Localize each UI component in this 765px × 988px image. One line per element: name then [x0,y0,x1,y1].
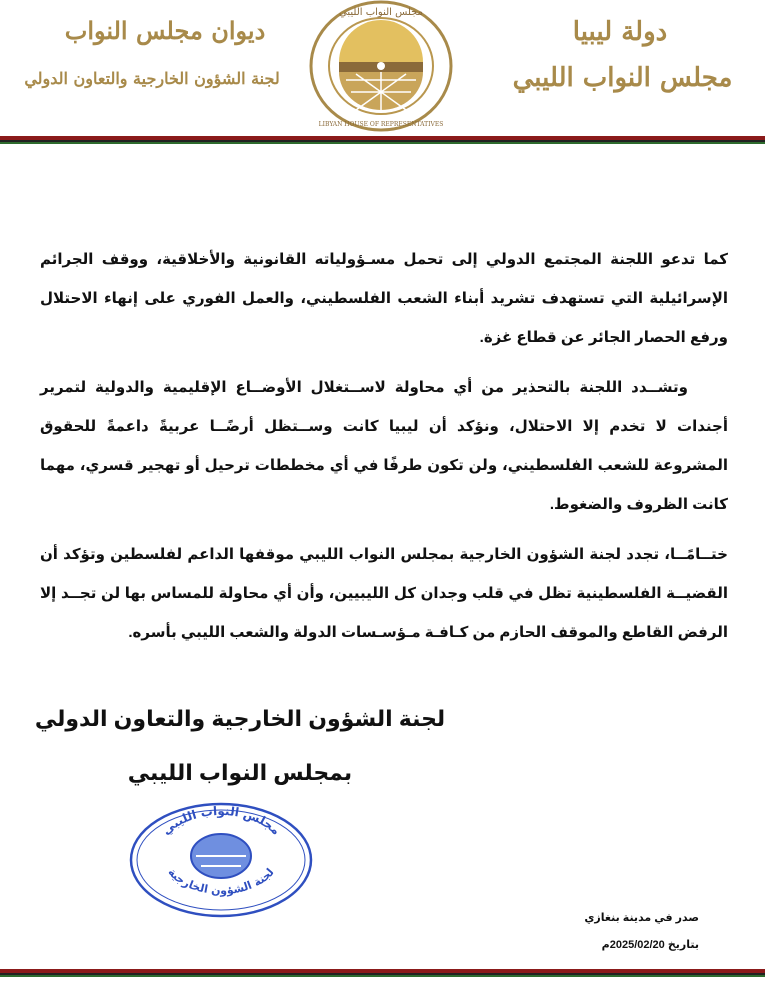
letter-body [40,240,728,663]
paragraph-3-line: ختــامًــا، تجدد لجنة الشؤون الخارجية بمجلس النواب الليبي موقفها الداعم لفلسطين وتؤكد أن [40,546,728,563]
letterhead-left-line2: لجنة الشؤون الخارجية والتعاون الدولي [24,69,280,88]
parliament-emblem-logo [306,0,456,132]
emblem-english-text: LIBYAN HOUSE OF REPRESENTATIVES [318,121,444,128]
paragraph-2-line: كانت الظروف والضغوط. [549,496,728,513]
paragraph-1-line: كما تدعو اللجنة المجتمع الدولي إلى تحمل مسـؤولياته القانونية والأخلاقية، ووقف الجرائم [40,251,728,268]
paragraph-2-line: وتشــدد اللجنة بالتحذير من أي محاولة لاســتغلال الأوضــاع الإقليمية والدولية لتمرير [40,379,688,396]
issued-date: بتاريخ 2025/02/20م [601,939,699,951]
paragraph-1 [40,240,728,357]
paragraph-2-line: أجندات لا تخدم إلا الاحتلال، ونؤكد أن ليبيا كانت وســتظل أرضًــا عربيةً داعمةً للحقوق [40,418,728,435]
stamp-top-text: مجلس النواب الليبي [159,803,283,838]
svg-text:مجلس النواب الليبي [159,804,283,838]
letterhead-right-line1: دولة ليبيا [572,17,668,47]
letterhead-left-line1: ديوان مجلس النواب [64,16,266,45]
paragraph-3-line: القضيــة الفلسطينية تظل في قلب وجدان كل الليبيين، وأن أي محاولة للمساس بها لن تجــد إلا [40,585,728,602]
letterhead-right-line2: مجلس النواب الليبي [512,63,733,93]
signature-line2: بمجلس النواب الليبي [127,760,353,785]
issued-place: صدر في مدينة بنغازي [584,912,699,924]
paragraph-2 [40,368,728,524]
paragraph-3 [40,535,728,652]
emblem-arabic-text: مجلس النواب الليبي [339,7,423,18]
paragraph-3-line: الرفض القاطع والموقف الحازم من كـافـة مـؤسـسات الدولة والشعب الليبي بأسره. [128,624,728,641]
paragraph-1-line: الإسرائيلية التي تستهدف تشريد أبناء الشعب الفلسطيني، والعمل الفوري على إنهاء الاحتلال [40,290,728,307]
paragraph-2-line: المشروعة للشعب الفلسطيني، ولن تكون طرفًا في أي مخططات ترحيل أو تهجير قسري، مهما [40,457,728,474]
committee-stamp [126,800,316,920]
header-rule-green [0,142,765,144]
paragraph-1-line: ورفع الحصار الجائر عن قطاع غزة. [479,329,728,346]
footer-rule-green [0,975,765,977]
signature-line1: لجنة الشؤون الخارجية والتعاون الدولي [34,706,446,731]
stamp-bottom-text: لجنة الشؤون الخارجية [165,865,277,898]
